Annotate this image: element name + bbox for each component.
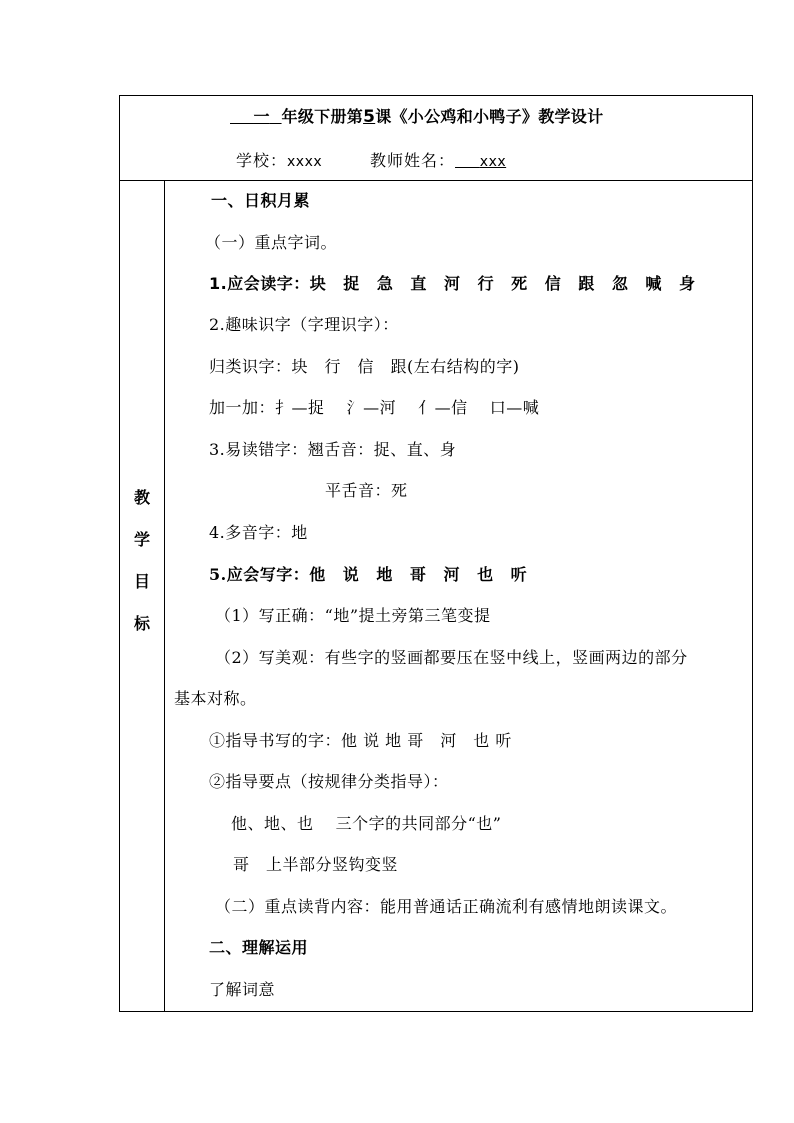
circle-2: ②指导要点（按规律分类指导）： <box>209 772 449 791</box>
category-column <box>120 181 165 1011</box>
content-area <box>166 181 752 1011</box>
school-label: 学校： <box>236 151 288 170</box>
section-1-heading: 一、日积月累 <box>211 191 311 210</box>
circle-1: ①指导书写的字：他 说 地 哥 河 也 听 <box>209 731 512 750</box>
teacher-label: 教师姓名： <box>370 151 456 170</box>
title-end: 课《小公鸡和小鸭子》教学设计 <box>375 107 604 126</box>
item-4: 4.多音字：地 <box>209 523 308 542</box>
school-line <box>236 148 322 171</box>
grade-blank: 一 <box>253 107 270 126</box>
section-2a: 了解词意 <box>209 980 276 999</box>
circle-2b: 哥 上半部分竖钩变竖 <box>233 855 399 874</box>
point-2b: 基本对称。 <box>174 689 257 708</box>
item-2: 2.趣味识字（字理识字）： <box>209 315 399 334</box>
teacher-line <box>370 148 506 171</box>
lesson-plan-table <box>119 95 753 1012</box>
item-1-chars: 块 捉 急 直 河 行 死 信 跟 忽 喊 身 <box>309 274 701 293</box>
section-1a-heading: （一）重点字词。 <box>205 233 338 252</box>
category-char-1: 教 <box>133 488 150 507</box>
table-header <box>120 96 752 181</box>
item-5-label: 5.应会写字： <box>209 565 310 584</box>
title-mid: 年级下册第 <box>281 107 364 126</box>
school-value: xxxx <box>287 154 323 170</box>
item-3a: 3.易读错字：翘舌音：捉、直、身 <box>209 440 457 459</box>
category-char-4: 标 <box>133 614 150 633</box>
teacher-value: xxx <box>479 154 507 170</box>
category-char-3: 目 <box>133 572 150 591</box>
section-2-heading: 二、理解运用 <box>209 938 309 957</box>
category-char-2: 学 <box>133 530 150 549</box>
document-title <box>230 104 603 127</box>
item-1 <box>209 271 701 294</box>
point-2a: （2）写美观：有些字的竖画都要压在竖中线上，竖画两边的部分 <box>215 648 688 667</box>
lesson-number: 5 <box>363 107 376 127</box>
section-1b-heading: （二）重点读背内容：能用普通话正确流利有感情地朗读课文。 <box>215 897 678 916</box>
item-5-chars: 他 说 地 哥 河 也 听 <box>309 565 533 584</box>
item-5 <box>209 562 533 585</box>
item-3b: 平舌音：死 <box>325 481 408 500</box>
circle-2a: 他、地、也 三个字的共同部分“也” <box>231 814 502 833</box>
item-2b: 加一加：扌—捉 氵—河 亻—信 口—喊 <box>209 398 540 417</box>
point-1: （1）写正确：“地”提土旁第三笔变提 <box>215 606 491 625</box>
item-2a: 归类识字：块 行 信 跟(左右结构的字) <box>209 357 520 376</box>
item-1-label: 1.应会读字： <box>209 274 310 293</box>
